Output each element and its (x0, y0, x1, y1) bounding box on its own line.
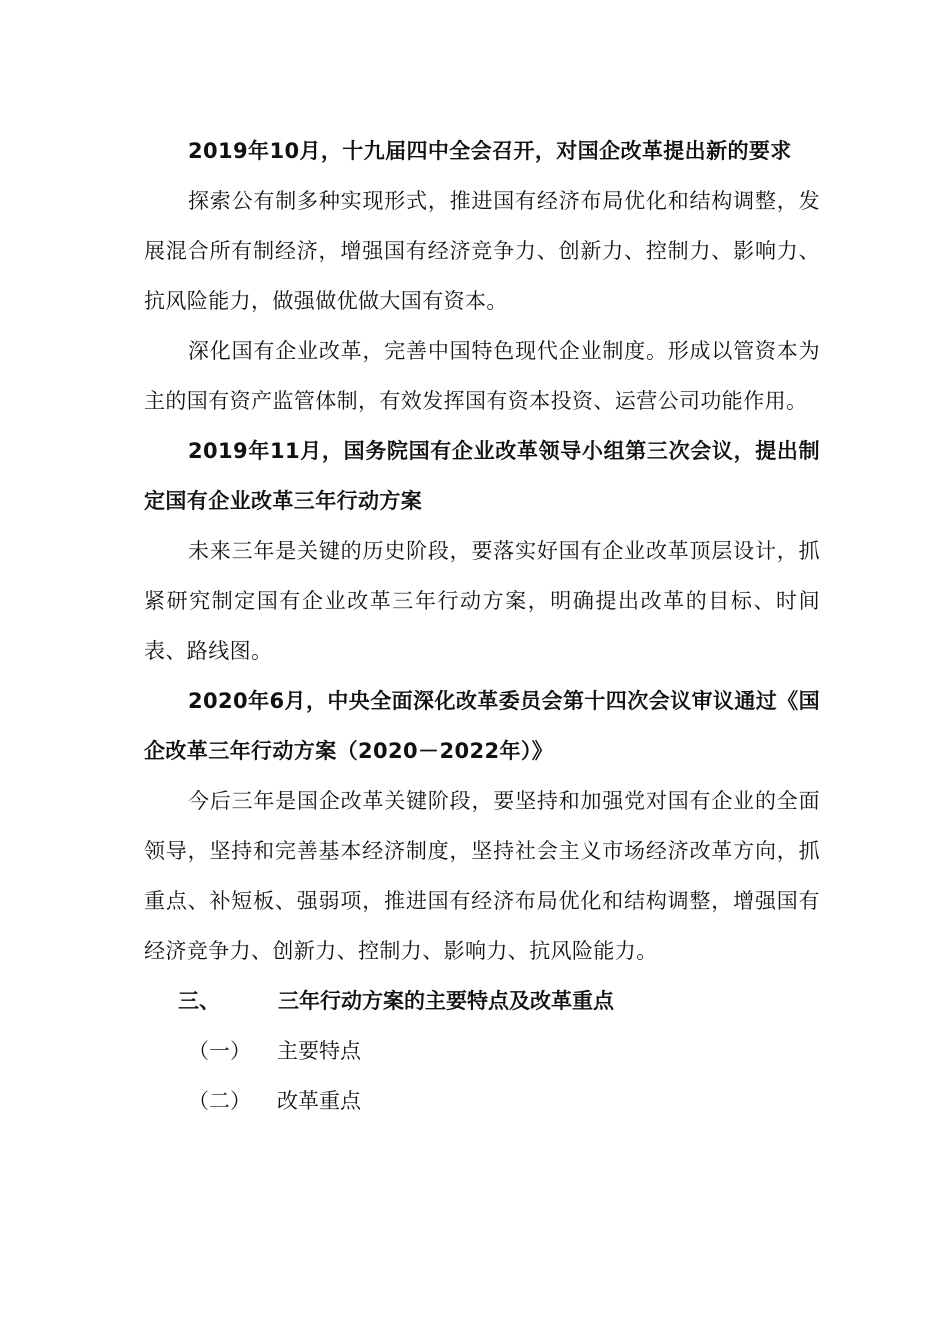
subsection-heading (144, 1026, 820, 1076)
document-content (144, 126, 820, 1126)
subsection-title: 改革重点 (277, 1089, 361, 1113)
subsection-number: （一） (188, 1039, 251, 1063)
body-paragraph: 深化国有企业改革，完善中国特色现代企业制度。形成以管资本为主的国有资产监管体制，有效发挥国有资本投资、运营公司功能作用。 (144, 339, 820, 413)
body-paragraph: 今后三年是国企改革关键阶段，要坚持和加强党对国有企业的全面领导，坚持和完善基本经济制度，坚持社会主义市场经济改革方向，抓重点、补短板、强弱项，推进国有经济布局优化和结构调整，增强国有经济竞争力、创新力、控制力、影响力、抗风险能力。 (144, 789, 820, 963)
section-three-number: 三、 (178, 989, 220, 1013)
subsection-number: （二） (188, 1089, 251, 1113)
body-paragraph: 探索公有制多种实现形式，推进国有经济布局优化和结构调整，发展混合所有制经济，增强国有经济竞争力、创新力、控制力、影响力、抗风险能力，做强做优做大国有资本。 (144, 189, 820, 313)
section-three-title: 三年行动方案的主要特点及改革重点 (278, 989, 614, 1013)
section-heading-2019-october: 2019年10月，十九届四中全会召开，对国企改革提出新的要求 (188, 139, 792, 163)
body-paragraph: 未来三年是关键的历史阶段，要落实好国有企业改革顶层设计，抓紧研究制定国有企业改革三年行动方案，明确提出改革的目标、时间表、路线图。 (144, 539, 820, 663)
section-three-heading (144, 976, 820, 1026)
subsection-title: 主要特点 (277, 1039, 361, 1063)
subsection-heading (144, 1076, 820, 1126)
section-heading-2019-november: 2019年11月，国务院国有企业改革领导小组第三次会议，提出制定国有企业改革三年行动方案 (144, 439, 820, 513)
section-heading-2020-june: 2020年6月，中央全面深化改革委员会第十四次会议审议通过《国企改革三年行动方案（2020－2022年）》 (144, 689, 820, 763)
